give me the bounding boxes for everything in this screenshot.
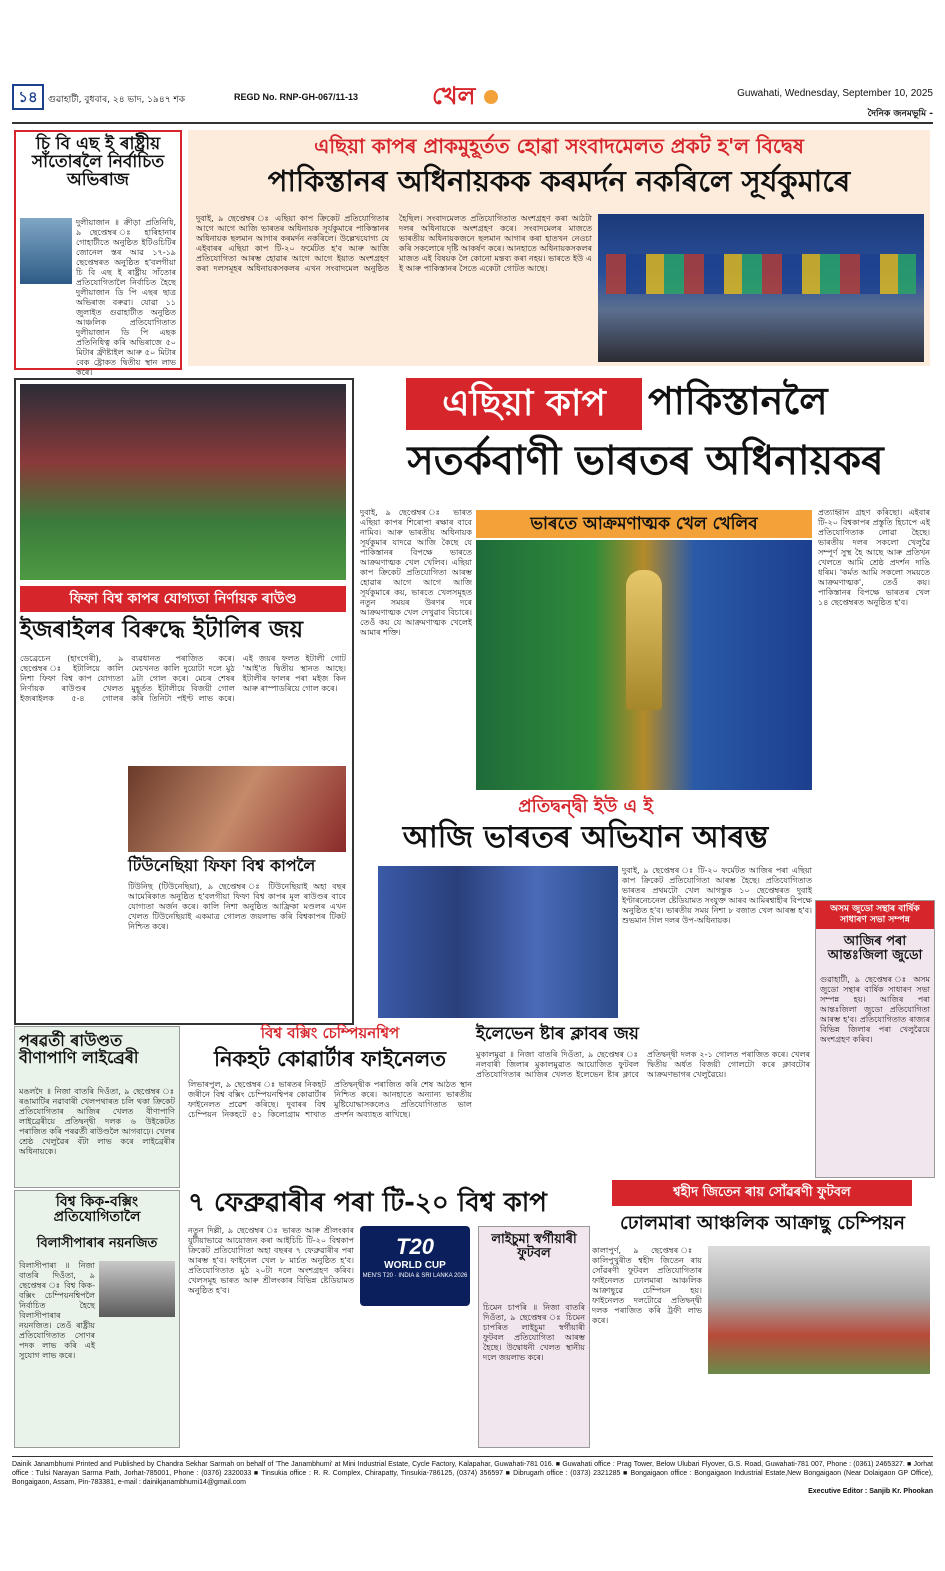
jiten-trophy-photo (708, 1246, 930, 1374)
library-body: মঙলদৈ ॥ নিজা বাতৰি দিওঁতা, ৯ ছেপ্তেম্বৰ ঃ ৰঙামাটিৰ নৱাবাৰী খেলপথাৰত চলি থকা ক্ৰিকেট প্ৰতিযোগিতাৰ আজিৰ খেলত বীণাপাণি লাইব্ৰেৰীয়ে প্ৰতিদ্বন্দ্বী দলক ৬ উইকেটত পৰাজিত কৰি পৰৱৰ্তী ৰাউণ্ডলৈ আগবাঢ়ে। খেলৰ শ্ৰেষ্ঠ খেলুৱৈৰ বঁটা লাভ কৰে লাইব্ৰেৰীৰ অধিনায়কে। (19, 1087, 175, 1156)
nayanjit-photo (99, 1261, 175, 1317)
t20-logo-name: WORLD CUP (384, 1260, 446, 1271)
judo-box (815, 900, 935, 1178)
jiten-label: শ্বহীদ জিতেন ৰায় সোঁৱৰণী ফুটবল (612, 1180, 912, 1206)
asia-headline-rest: পাকিস্তানলৈ (648, 379, 828, 423)
judo-body: গুৱাহাটী, ৯ ছেপ্তেম্বৰ ঃ অসম জুডো সন্থাৰ বাৰ্ষিক সাধাৰণ সভা সম্পন্ন হয়। আজিৰ পৰা আন্তঃজিলা জুডো প্ৰতিযোগিতা আৰম্ভ হ'ব। প্ৰতিযোগিতাত ৰাজ্যৰ বিভিন্ন জিলাৰ পৰা খেলুৱৈয়ে অংশগ্ৰহণ কৰিব। (820, 975, 930, 1044)
asia-body-left: দুবাই, ৯ ছেপ্তেম্বৰ ঃ ভাৰত এছিয়া কাপৰ শিৰোপা ৰক্ষাৰ বাবে নামিব। আৰু ভাৰতীয় অধিনায়ক সূৰ্যকুমাৰ যাদৱে আজি কৈছে যে পাকিস্তানৰ বিপক্ষে ভাৰতে আক্ৰমণাত্মক খেল খেলিব। এছিয়া কাপ ক্ৰিকেট প্ৰতিযোগিতা আৰম্ভ হোৱাৰ আগে আগে আজি সূৰ্যকুমাৰে কয়, ভাৰতে খেলসমূহত নতুন সময়ৰ উৰণৰ দৰে আক্ৰমণাত্মক খেল দেখুৱাব বিচাৰে। তেওঁ কয় যে আক্ৰমণাত্মক খেলেই আমাৰ শক্তি। (360, 508, 472, 637)
uae-body: দুবাই, ৯ ছেপ্তেম্বৰ ঃ টি-২০ ফৰ্মেটত আজিৰ পৰা এছিয়া কাপ ক্ৰিকেট প্ৰতিযোগিতা আৰম্ভ হৈছে। প্ৰতিযোগিতাত ভাৰতৰ প্ৰথমটো খেল আগন্তুক ১০ ছেপ্তেম্বৰত দুবাই ইণ্টাৰনেচনেল ষ্টেডিয়ামত সংযুক্ত আৰব আমিৰশ্বাহীৰ বিপক্ষে অনুষ্ঠিত হ'ব। ভাৰতীয় সময় নিশা ৮ বজাত খেল আৰম্ভ হ'ব। শুভমান গিল দলৰ উপ-অধিনায়ক। (622, 866, 813, 925)
fifa-box (14, 378, 354, 1025)
page-number: ১৪ (12, 84, 44, 110)
tunisia-body: টিউনিছ (টিউনেছিয়া), ৯ ছেপ্তেম্বৰ ঃ টিউনেছিয়াই অহা বছৰ আমেৰিকাত অনুষ্ঠিত হ'বলগীয়া ফিফা বিশ্ব কাপৰ মূল ৰাউণ্ডৰ বাবে যোগ্যতা অৰ্জন কৰে। কালি নিশা অনুষ্ঠিত আফ্ৰিকা মণ্ডলৰ এখন খেলত টিউনেছিয়াই একমাত্ৰ গোলত জয়লাভ কৰি বিশ্বকাপৰ টিকট নিশ্চিত কৰে। (128, 882, 346, 931)
library-headline: পৰৱৰ্তী ৰাউণ্ডত বীণাপাণি লাইব্ৰেৰী (19, 1031, 139, 1067)
asia-subhead: ভাৰতে আক্ৰমণাত্মক খেল খেলিব (476, 510, 812, 538)
trophy-icon (626, 570, 662, 710)
kickboxing-headline-1: বিশ্ব কিক-বক্সিং প্ৰতিযোগিতালৈ (53, 1194, 141, 1225)
uae-kicker: প্ৰতিদ্বন্দ্বী ইউ এ ই (518, 796, 653, 817)
fifa-headline: ইজৰাইলৰ বিৰুদ্ধে ইটালিৰ জয় (20, 617, 304, 643)
logo-text: খেল (432, 82, 476, 110)
footer-imprint: Dainik Janambhumi Printed and Published by Chandra Sekhar Sarmah on behalf of 'The Janambhumi' at Mini Industrial Estate, Cycle Factory, Kalapahar, Guwahati-781 016. ■ Guwahati office : Prag Tower, Below Ulubari Flyover, G.S. Road, Guwahati-781 007, Phone : (0361) 2465327. ■ Jorhat office : Tulsi Narayan Sarma Path, Jorhat-785001, Phone : (0376) 2320033 ■ Tinsukia office : R. R. Complex, Chirapatty, Tinsukia-786125, (0374) 356597 ■ Dibrugarh office : (0373) 2321285 ■ Bongaigaon office : Bongaigaon Industrial Estate,New Bongaigaon (Near Dolaigaon GP Office), Bongaigaon, Assam, Pin-783381, e-mail : dainikjanambhumi14@gmail.com (12, 1461, 933, 1486)
cbse-body: দুলীয়াজান ॥ ক্ৰীড়া প্ৰতিনিধি, ৯ ছেপ্তেম্বৰ ঃ হাৰিহানাৰ গোহাটীতে অনুষ্ঠিত ইটিওচিটিৰ জোনেল স্তৰ আৱ ১৭-১৯ ছেপ্তেম্বৰত অনুষ্ঠিত হ'বলগীয়া চি বি এছ ই ৰাষ্ট্ৰীয় সাঁতোৰ প্ৰতিযোগিতালৈ নিৰ্বাচিত হৈছে দুলীয়াজান ডি পি এছৰ ছাত্ৰ অভিৰাজ বৰুৱা। যোৱা ১১ জুলাইত গুৱাহাটীত অনুষ্ঠিত আঞ্চলিক প্ৰতিযোগিতাত দুলীয়াজান ডি পি এছক প্ৰতিনিধিত্ব কৰি অভিৰাজে ৫০ মিটাৰ ফ্ৰীষ্টাইল আৰু ৫০ মিটাৰ বেক ষ্ট্ৰোকত দ্বিতীয় স্থান লাভ কৰে। (76, 218, 176, 377)
uae-section (358, 798, 813, 1024)
kickboxing-headline-2: বিলাসীপাৰাৰ নয়নজিত (36, 1236, 158, 1251)
eleven-star-body: মুকালমুৱা ॥ নিজা বাতৰি দিওঁতা, ৯ ছেপ্তেম্বৰ ঃ নলবাৰী জিলাৰ মুকালমুৱাত আয়োজিত ফুটবল প্ৰতিযোগিতাৰ আজিৰ খেলত ইলেভেন ষ্টাৰ ক্লাবে প্ৰতিদ্বন্দ্বী দলক ২-১ গোলত পৰাজিত কৰে। খেলৰ দ্বিতীয় অৰ্ধত বিজয়ী গোলটো কৰে ক্লাবটোৰ আক্ৰমণভাগৰ খেলুৱৈয়ে। (476, 1050, 810, 1079)
boxing-kicker: বিশ্ব বক্সিং চেম্পিয়নশ্বিপ (260, 1024, 400, 1042)
boxing-body: লিভাৰপুল, ৯ ছেপ্তেম্বৰ ঃ ভাৰতৰ নিকহট জৰীনে বিশ্ব বক্সিং চেম্পিয়নশ্বিপৰ কোৱাৰ্টাৰ ফাইনেলত প্ৰৱেশ কৰিছে। দুবাৰৰ বিশ্ব চেম্পিয়ন নিকহটে ৫১ কিলোগ্ৰাম শাখাত প্ৰতিদ্বন্দ্বীক পৰাজিত কৰি শেষ আঠত স্থান নিশ্চিত কৰে। আনহাতে অন্যান্য ভাৰতীয় মুষ্টিযোদ্ধাসকলেও প্ৰতিযোগিতাত ভাল প্ৰদৰ্শন অব্যাহত ৰাখিছে। (188, 1080, 472, 1119)
paper-name: দৈনিক জনমভূমি - (867, 109, 933, 119)
top-story (188, 130, 930, 366)
jiten-section (592, 1180, 933, 1450)
jiten-headline: ঢোলমাৰা আঞ্চলিক আক্ৰাছু চেম্পিয়ন (620, 1212, 905, 1234)
press-conference-photo (598, 214, 924, 362)
asia-cup-tag: এছিয়া কাপ (406, 378, 642, 430)
asia-headline-2: সতৰ্কবাণী ভাৰতৰ অধিনায়কৰ (407, 438, 884, 484)
italy-israel-photo (20, 384, 346, 580)
library-box (14, 1026, 180, 1188)
kickboxing-box (14, 1190, 180, 1448)
kickboxing-body: বিলাসীপাৰা ॥ নিজা বাতৰি দিওঁতা, ৯ ছেপ্তেম্বৰ ঃ বিশ্ব কিক-বক্সিং চেম্পিয়নশ্বিপলৈ নিৰ্বাচিত হৈছে বিলাসীপাৰাৰ নয়নজিত। তেওঁ ৰাষ্ট্ৰীয় প্ৰতিযোগিতাত সোণৰ পদক লাভ কৰি এই সুযোগ লাভ কৰে। (19, 1261, 95, 1360)
cricket-ball-icon (484, 90, 498, 104)
laichuma-box (478, 1226, 590, 1448)
t20-logo-sub: MEN'S T20 · INDIA & SRI LANKA 2026 (362, 1273, 468, 1279)
asia-body-right: প্ৰত্যাহ্বান গ্ৰহণ কৰিছো। এইবাৰ টি-২০ বিশ্বকাপৰ প্ৰস্তুতি হিচাপে এই প্ৰতিযোগিতাক লোৱা হৈছে। ভাৰতীয় দলৰ সকলো খেলুৱৈ সম্পূৰ্ণ সুস্থ হৈ আছে আৰু প্ৰতিখন খেলতে আমি শ্ৰেষ্ঠ প্ৰদৰ্শন দাঙি ধৰিম। 'কৰ্মত আমি সকলো সময়তে আক্ৰমণাত্মক', তেওঁ কয়। পাকিস্তানৰ বিপক্ষে ভাৰতৰ খেল ১৪ ছেপ্তেম্বৰত অনুষ্ঠিত হ'ব। (818, 508, 930, 607)
tunisia-photo (128, 766, 346, 852)
t20-headline: ৭ ফেব্ৰুৱাৰীৰ পৰা টি-২০ বিশ্ব কাপ (188, 1188, 547, 1218)
regd-number: REGD No. RNP-GH-067/11-13 (234, 92, 359, 102)
date-english: Guwahati, Wednesday, September 10, 2025 (737, 88, 933, 99)
india-players-photo (378, 866, 618, 1018)
judo-headline-1: অসম জুডো সন্থাৰ বাৰ্ষিক সাধাৰণ সভা সম্পন্ন (816, 901, 934, 929)
jiten-body: কালাপুৰ্ণ, ৯ ছেপ্তেম্বৰ ঃ কালিপুখুৰীত শ্বহীদ জিতেন ৰায় সোঁৱৰণী ফুটবল প্ৰতিযোগিতাৰ ফাইনেলত ঢোলমাৰা আঞ্চলিক আক্ৰাছুৱে চেম্পিয়ন হয়। ফাইনেলত দলটোৱে প্ৰতিদ্বন্দ্বী দলক পৰাজিত কৰি ট্ৰফী লাভ কৰে। (592, 1246, 702, 1325)
eleven-star-section (476, 1026, 810, 1186)
executive-editor: Executive Editor : Sanjib Kr. Phookan (808, 1488, 933, 1495)
uae-headline: আজি ভাৰতৰ অভিযান আৰম্ভ (402, 820, 769, 855)
footer-rule (12, 1456, 933, 1457)
date-assamese: গুৱাহাটী, বুধবাৰ, ২৪ ভাদ, ১৯৪৭ শক (48, 95, 186, 105)
cbse-headline: চি বি এছ ই ৰাষ্ট্ৰীয় সাঁতোৰলৈ নিৰ্বাচিত অভিৰাজ (31, 134, 165, 190)
tunisia-headline: টিউনেছিয়া ফিফা বিশ্ব কাপলৈ (128, 856, 316, 875)
fifa-body: ডেব্ৰেচেন (হাংগেৰী), ৯ ছেপ্তেম্বৰ ঃ ইটালিয়ে কালি নিশা ফিফা বিশ্ব কাপ যোগ্যতা নিৰ্ণায়ক ৰাউণ্ডৰ খেলত ইজৰাইলক ৫-৪ গোলৰ ব্যৱধানত পৰাজিত কৰে। মেচখনত কালি দুয়োটা দলে মুঠ ৯টা গোল কৰে। মেচৰ শেষৰ মুহূৰ্তত ইটালীয়ে বিজয়ী গোল কৰি তিনিটা পইণ্ট লাভ কৰে। এই জয়ৰ ফলত ইটালী গোট 'আই'ত দ্বিতীয় স্থানত আছে। ইটালীৰ ফালৰ পৰা মইজ কিন আৰু ৰাস্পাডৰিয়ে গোল কৰে। (20, 654, 346, 703)
jiten-caption (708, 1378, 930, 1444)
boxing-section (188, 1026, 472, 1186)
t20-logo-year: T20 (396, 1234, 434, 1259)
top-kicker: এছিয়া কাপৰ প্ৰাকমুহূৰ্তত হোৱা সংবাদমেলত প্ৰকট হ'ল বিদ্বেষ (314, 134, 804, 158)
captains-photo (476, 540, 812, 790)
asia-cup-section (358, 378, 933, 808)
t20-body-2 (360, 1310, 472, 1446)
boxing-headline: নিকহট কোৱাৰ্টাৰ ফাইনেলত (213, 1047, 447, 1071)
captains-row (606, 254, 916, 294)
masthead (12, 78, 933, 118)
top-body: দুবাই, ৯ ছেপ্তেম্বৰ ঃ এছিয়া কাপ ক্ৰিকেট প্ৰতিযোগিতাৰ আগে আগে আজি ভাৰতৰ অধিনায়ক সূৰ্যকুমাৰে পাকিস্তানৰ অধিনায়ক ছলমান আগাৰ কৰমৰ্দন নকৰিলে। উল্লেখযোগ্য যে এইবাৰৰ এছিয়া কাপ টি-২০ ফৰ্মেটত হ'ব আৰু আজি প্ৰতিযোগিতা আৰম্ভ হোৱাৰ আগে আগে ইয়াত অংশগ্ৰহণ কৰা দলসমূহৰ অধিনায়কসকলৰ এখন সংবাদমেল অনুষ্ঠিত হৈছিল। সংবাদমেলত প্ৰতিযোগিতাত অংশগ্ৰহণ কৰা আঠটা দলৰ অধিনায়কে অংশগ্ৰহণ কৰে। সংবাদমেলৰ মাজতে ভাৰতীয় অধিনায়কজনে ছলমান আগাৰ কৰা হাতখন নেওচা কৰি সকলোৰে দৃষ্টি আকৰ্ষণ কৰে। আনহাতে অধিনায়কসকলৰ মাজত এই বিষয়ক লৈ কোনো মন্তব্য কৰা নহয়। ভাৰতে ইউ এ ই আৰু পাকিস্তানৰ সৈতে একেটা গোটত আছে। (196, 214, 592, 273)
masthead-rule (12, 122, 933, 124)
t20-logo (360, 1226, 470, 1306)
cbse-box (14, 130, 182, 377)
laichuma-headline: লাইচুমা স্বৰ্গীয়াৰী ফুটবল (491, 1232, 577, 1261)
top-headline: পাকিস্তানৰ অধিনায়কক কৰমৰ্দন নকৰিলে সূৰ্যকুমাৰে (267, 164, 851, 198)
eleven-star-headline: ইলেভেন ষ্টাৰ ক্লাবৰ জয় (476, 1024, 639, 1044)
fifa-label: ফিফা বিশ্ব কাপৰ যোগ্যতা নিৰ্ণায়ক ৰাউণ্ড (20, 586, 346, 612)
abhiraj-photo (20, 218, 72, 284)
laichuma-body: চিমেন চাপৰি ॥ নিজা বাতৰি দিওঁতা, ৯ ছেপ্তেম্বৰ ঃ চিমেন চাপৰিত লাইচুমা স্বৰ্গীয়াৰী ফুটবল প্ৰতিযোগিতা আৰম্ভ হৈছে। উদ্বোধনী খেলত স্থানীয় দলে জয়লাভ কৰে। (483, 1303, 585, 1362)
fifa-body-2 (20, 766, 122, 930)
judo-headline-2: আজিৰ পৰা আন্তঃজিলা জুডো (827, 934, 923, 963)
logo (432, 78, 532, 112)
t20-body-1: নতুন দিল্লী, ৯ ছেপ্তেম্বৰ ঃ ভাৰত আৰু শ্ৰীলংকাৰ যুটীয়াভাৱে আয়োজন কৰা আইচিচি টি-২০ বিশ্বকাপ ক্ৰিকেট প্ৰতিযোগিতা অহা বছৰৰ ৭ ফেব্ৰুৱাৰীৰ পৰা আৰম্ভ হ'ব। ফাইনেল খেল ৮ মাৰ্চত অনুষ্ঠিত হ'ব। প্ৰতিযোগিতাত মুঠ ২০টা দলে অংশগ্ৰহণ কৰিব। খেলসমূহ ভাৰত আৰু শ্ৰীলংকাৰ বিভিন্ন ষ্টেডিয়ামত অনুষ্ঠিত হ'ব। (188, 1226, 354, 1295)
